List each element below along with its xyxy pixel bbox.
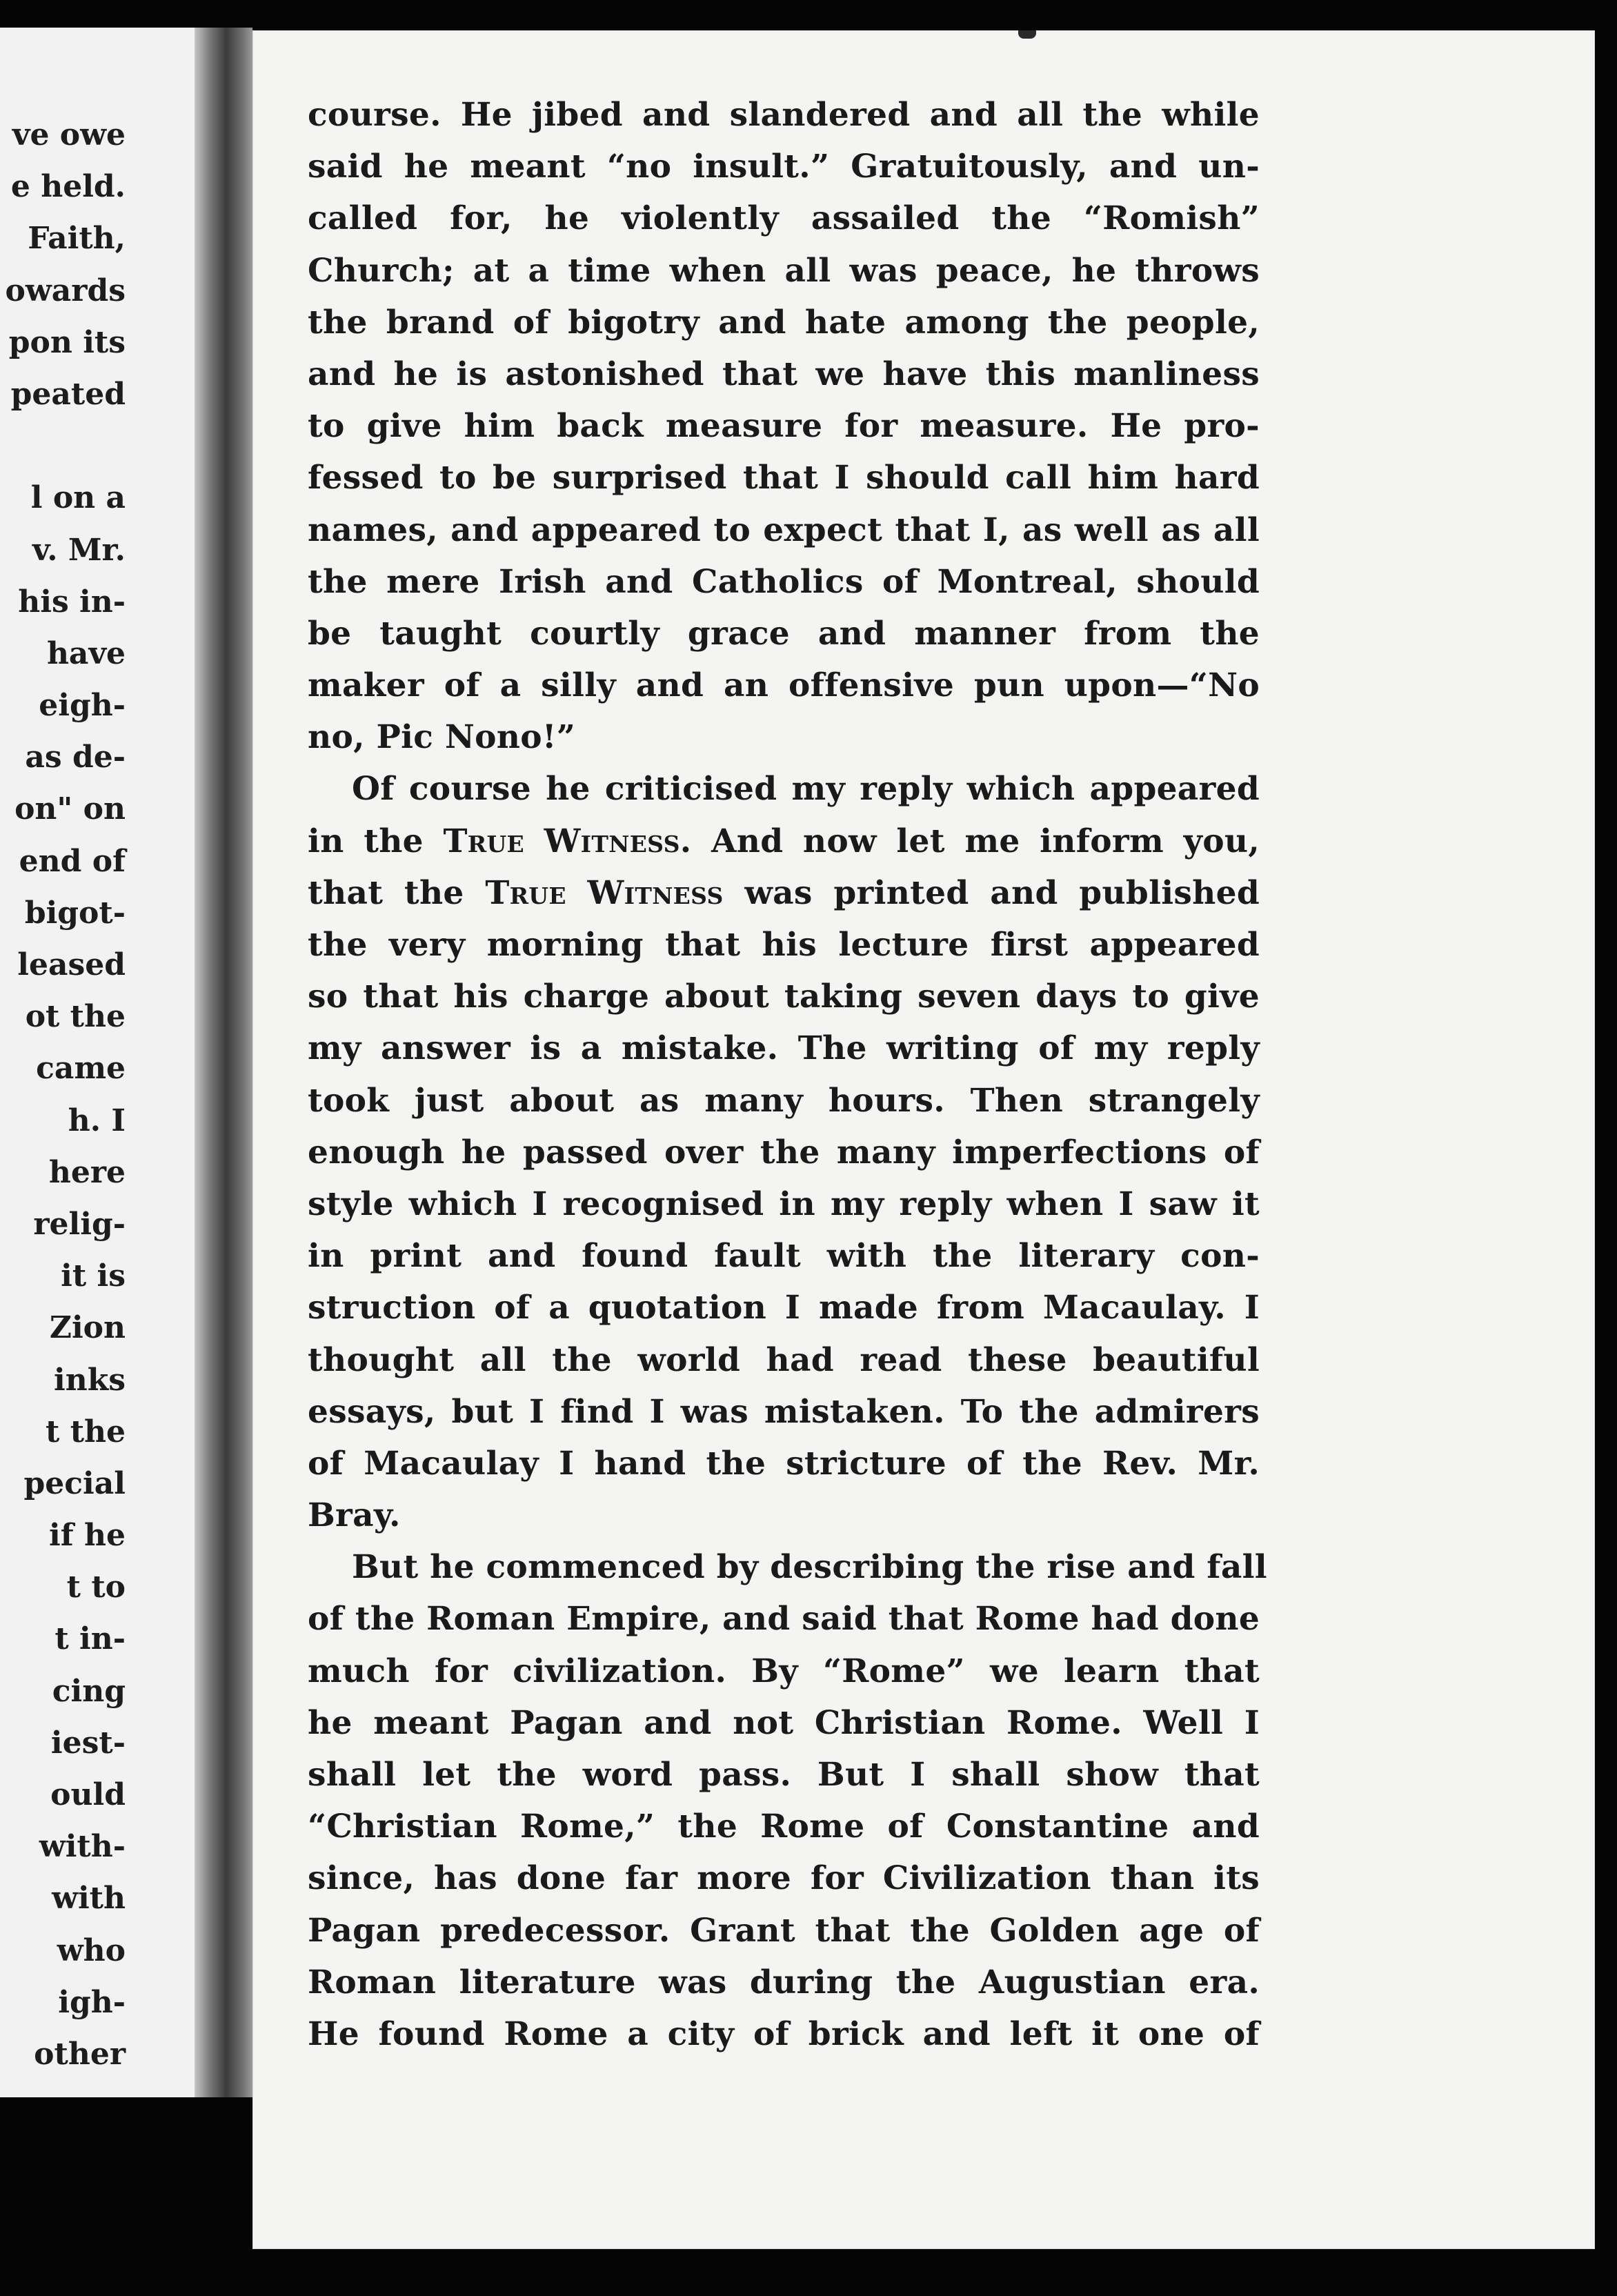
text-line: course. He jibed and slandered and all the while <box>308 96 1260 134</box>
page-body-text <box>308 89 1267 2060</box>
left-page-line: t in- <box>54 1621 126 1657</box>
left-page-line: came <box>36 1051 126 1087</box>
left-page-line: h. I <box>68 1102 126 1138</box>
text-line: He found Rome a city of brick and left it one of <box>308 2015 1260 2053</box>
text-line: of Macaulay I hand the stricture of the Rev. Mr. <box>308 1444 1260 1483</box>
text-line <box>308 815 1260 867</box>
newspaper-name: True Witness <box>443 822 680 860</box>
left-page-line: end of <box>19 843 126 879</box>
left-page-line: t to <box>66 1570 126 1605</box>
left-page-line: other <box>34 2036 126 2072</box>
text-line: he meant Pagan and not Christian Rome. Well I <box>308 1703 1260 1742</box>
text-line: since, has done far more for Civilization than its <box>308 1859 1260 1898</box>
text-line: style which I recognised in my reply when I saw it <box>308 1185 1260 1223</box>
left-page-line: l on a <box>30 480 126 516</box>
text-line: no, Pic Nono!” <box>308 718 576 757</box>
left-page-line: inks <box>54 1362 126 1398</box>
newspaper-name: True Witness <box>485 873 724 912</box>
left-page-line: ot the <box>25 999 126 1035</box>
text-segment: was printed and published <box>723 873 1260 912</box>
left-page-line: have <box>46 635 126 671</box>
left-page-line: Zion <box>49 1310 126 1346</box>
left-page-line: on" on <box>14 791 126 827</box>
left-page-line: leased <box>17 947 126 982</box>
text-line: said he meant “no insult.” Gratuitously, and un- <box>308 148 1260 186</box>
text-line: essays, but I find I was mistaken. To the admirers <box>308 1392 1260 1431</box>
text-line: so that his charge about taking seven days to give <box>308 978 1260 1016</box>
page-number-mark <box>1018 30 1036 39</box>
left-page-line: Faith, <box>28 221 126 257</box>
left-page-line: pecial <box>23 1465 126 1501</box>
text-line <box>308 867 1260 919</box>
left-page-line: ve owe <box>12 117 126 152</box>
text-line: the very morning that his lecture first appeared <box>308 926 1260 964</box>
text-line: Church; at a time when all was peace, he throws <box>308 251 1260 290</box>
left-page-line: with- <box>39 1829 126 1865</box>
text-line: to give him back measure for measure. He pro- <box>308 407 1260 446</box>
left-page-line: ould <box>50 1777 126 1812</box>
text-segment: . And now let me inform you, <box>679 822 1260 860</box>
text-line: the brand of bigotry and hate among the people, <box>308 303 1260 342</box>
text-line: Roman literature was during the Augustian era. <box>308 1963 1260 2001</box>
left-page-line: owards <box>5 273 126 308</box>
text-line: in print and found fault with the literary con- <box>308 1237 1260 1276</box>
text-segment: that the <box>308 873 486 912</box>
left-page-line: v. Mr. <box>32 532 126 568</box>
left-page-line: it is <box>61 1258 126 1294</box>
left-facing-page-fragment <box>0 28 207 2097</box>
text-line: of the Roman Empire, and said that Rome had done <box>308 1600 1260 1639</box>
text-line: struction of a quotation I made from Macaulay. I <box>308 1289 1260 1327</box>
left-page-line: who <box>57 1932 126 1968</box>
text-line: maker of a silly and an offensive pun upon—“No <box>308 666 1260 705</box>
text-line: shall let the word pass. But I shall show that <box>308 1756 1260 1794</box>
left-page-line: e held. <box>10 169 126 205</box>
text-line: took just about as many hours. Then strangely <box>308 1081 1260 1120</box>
text-line: “Christian Rome,” the Rome of Constantine and <box>308 1808 1260 1846</box>
text-line: Of course he criticised my reply which appeared <box>352 770 1260 809</box>
left-page-line: peated <box>10 376 126 412</box>
binding-gutter <box>195 28 252 2097</box>
left-page-text <box>6 109 126 2080</box>
left-page-line: with <box>52 1881 126 1917</box>
text-line: Pagan predecessor. Grant that the Golden age of <box>308 1911 1260 1950</box>
main-page <box>252 30 1595 2249</box>
text-line: But he commenced by describing the rise and fall <box>352 1548 1267 1587</box>
text-line: my answer is a mistake. The writing of my reply <box>308 1029 1260 1068</box>
text-line: much for civilization. By “Rome” we learn that <box>308 1652 1260 1690</box>
text-line: thought all the world had read these beautiful <box>308 1340 1260 1379</box>
left-page-line: relig- <box>33 1206 126 1242</box>
left-page-line: pon its <box>8 324 126 360</box>
text-line: Bray. <box>308 1496 401 1535</box>
left-page-line: if he <box>49 1518 126 1554</box>
text-segment: in the <box>308 822 444 860</box>
text-line: be taught courtly grace and manner from the <box>308 614 1260 653</box>
left-page-line: as de- <box>25 740 126 775</box>
left-page-line: his in- <box>18 584 126 620</box>
left-page-line: eigh- <box>39 688 126 724</box>
left-page-line: igh- <box>58 1984 126 2020</box>
text-line: called for, he violently assailed the “Romish” <box>308 199 1260 238</box>
left-page-line <box>6 420 126 472</box>
text-line: names, and appeared to expect that I, as well as all <box>308 511 1260 549</box>
text-line: and he is astonished that we have this manliness <box>308 355 1260 393</box>
text-line: enough he passed over the many imperfections of <box>308 1133 1260 1171</box>
text-line: the mere Irish and Catholics of Montreal, should <box>308 562 1260 601</box>
text-line: fessed to be surprised that I should call him hard <box>308 459 1260 497</box>
left-page-line: cing <box>52 1673 126 1709</box>
left-page-line: t the <box>46 1414 126 1449</box>
left-page-line: iest- <box>50 1725 126 1761</box>
left-page-line: here <box>48 1154 126 1190</box>
left-page-line: bigot- <box>24 895 126 931</box>
